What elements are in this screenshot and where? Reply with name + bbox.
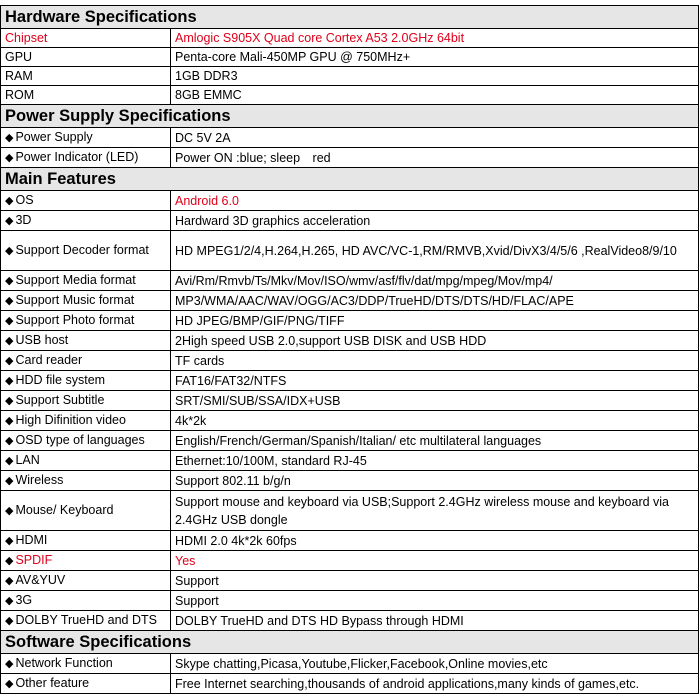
spec-label-cell — [1, 211, 171, 231]
spec-value: Android 6.0 — [171, 191, 699, 211]
spec-label-cell — [1, 191, 171, 211]
section-header — [1, 168, 699, 191]
spec-label-cell — [1, 231, 171, 271]
spec-label: Support Decoder format — [15, 243, 149, 257]
section-title: Power Supply Specifications — [1, 105, 699, 128]
spec-label-cell — [1, 271, 171, 291]
spec-value: Free Internet searching,thousands of android applications,many kinds of games,etc. — [171, 674, 699, 694]
spec-label: Other feature — [15, 676, 90, 690]
spec-value: Yes — [171, 551, 699, 571]
spec-label: USB host — [15, 333, 69, 347]
diamond-bullet-icon: ◆ — [5, 535, 14, 547]
spec-label-cell — [1, 148, 171, 168]
spec-label-cell — [1, 591, 171, 611]
diamond-bullet-icon: ◆ — [5, 555, 14, 567]
diamond-bullet-icon: ◆ — [5, 195, 14, 207]
spec-row — [1, 351, 699, 371]
spec-row — [1, 591, 699, 611]
spec-value: HDMI 2.0 4k*2k 60fps — [171, 531, 699, 551]
spec-row — [1, 291, 699, 311]
spec-row — [1, 471, 699, 491]
spec-label: ROM — [5, 88, 35, 102]
spec-value: Hardward 3D graphics acceleration — [171, 211, 699, 231]
spec-value: 4k*2k — [171, 411, 699, 431]
diamond-bullet-icon: ◆ — [5, 132, 14, 144]
diamond-bullet-icon: ◆ — [5, 315, 14, 327]
spec-row — [1, 491, 699, 531]
spec-row — [1, 331, 699, 351]
section-title: Main Features — [1, 168, 699, 191]
spec-row — [1, 411, 699, 431]
spec-row — [1, 191, 699, 211]
spec-label-cell — [1, 531, 171, 551]
spec-value: Support — [171, 571, 699, 591]
spec-value: MP3/WMA/AAC/WAV/OGG/AC3/DDP/TrueHD/DTS/DTS/HD/FLAC/APE — [171, 291, 699, 311]
spec-value: Penta-core Mali-450MP GPU @ 750MHz+ — [171, 48, 699, 67]
spec-label-cell — [1, 67, 171, 86]
spec-label-cell — [1, 654, 171, 674]
diamond-bullet-icon: ◆ — [5, 615, 14, 627]
spec-row — [1, 654, 699, 674]
spec-value: DOLBY TrueHD and DTS HD Bypass through HDMI — [171, 611, 699, 631]
spec-row — [1, 128, 699, 148]
spec-label: RAM — [5, 69, 33, 83]
spec-row — [1, 611, 699, 631]
section-header — [1, 6, 699, 29]
spec-value: Support 802.11 b/g/n — [171, 471, 699, 491]
spec-label-cell — [1, 471, 171, 491]
spec-label: HDD file system — [15, 373, 106, 387]
spec-label: LAN — [15, 453, 40, 467]
spec-value: Ethernet:10/100M, standard RJ-45 — [171, 451, 699, 471]
diamond-bullet-icon: ◆ — [5, 505, 14, 517]
spec-value: HD MPEG1/2/4,H.264,H.265, HD AVC/VC-1,RM/RMVB,Xvid/DivX3/4/5/6 ,RealVideo8/9/10 — [171, 231, 699, 271]
spec-value: 1GB DDR3 — [171, 67, 699, 86]
spec-label: Network Function — [15, 656, 113, 670]
spec-row — [1, 29, 699, 48]
diamond-bullet-icon: ◆ — [5, 678, 14, 690]
spec-label-cell — [1, 551, 171, 571]
spec-label: Mouse/ Keyboard — [15, 503, 114, 517]
diamond-bullet-icon: ◆ — [5, 215, 14, 227]
diamond-bullet-icon: ◆ — [5, 475, 14, 487]
spec-table-body — [1, 6, 699, 694]
spec-row — [1, 391, 699, 411]
spec-row — [1, 48, 699, 67]
spec-label: High Difinition video — [15, 413, 126, 427]
section-title: Hardware Specifications — [1, 6, 699, 29]
spec-value: Support — [171, 591, 699, 611]
spec-table — [0, 5, 699, 694]
spec-label: OSD type of languages — [15, 433, 145, 447]
spec-label: Power Indicator (LED) — [15, 150, 139, 164]
spec-value: SRT/SMI/SUB/SSA/IDX+USB — [171, 391, 699, 411]
diamond-bullet-icon: ◆ — [5, 658, 14, 670]
spec-label: Wireless — [15, 473, 64, 487]
diamond-bullet-icon: ◆ — [5, 595, 14, 607]
spec-value: Power ON :blue; sleep red — [171, 148, 699, 168]
spec-value: HD JPEG/BMP/GIF/PNG/TIFF — [171, 311, 699, 331]
spec-row — [1, 551, 699, 571]
spec-row — [1, 148, 699, 168]
diamond-bullet-icon: ◆ — [5, 335, 14, 347]
spec-row — [1, 67, 699, 86]
spec-label-cell — [1, 351, 171, 371]
spec-label-cell — [1, 291, 171, 311]
spec-label-cell — [1, 451, 171, 471]
spec-row — [1, 311, 699, 331]
spec-row — [1, 451, 699, 471]
spec-label-cell — [1, 86, 171, 105]
spec-row — [1, 674, 699, 694]
spec-label: Support Subtitle — [15, 393, 105, 407]
spec-value: DC 5V 2A — [171, 128, 699, 148]
spec-label-cell — [1, 431, 171, 451]
diamond-bullet-icon: ◆ — [5, 245, 14, 257]
diamond-bullet-icon: ◆ — [5, 395, 14, 407]
spec-value: Support mouse and keyboard via USB;Support 2.4GHz wireless mouse and keyboard via 2.4GHz USB dongle — [171, 491, 699, 531]
diamond-bullet-icon: ◆ — [5, 295, 14, 307]
spec-row — [1, 431, 699, 451]
spec-row — [1, 211, 699, 231]
diamond-bullet-icon: ◆ — [5, 415, 14, 427]
spec-row — [1, 371, 699, 391]
spec-label: Support Photo format — [15, 313, 135, 327]
spec-label-cell — [1, 331, 171, 351]
spec-row — [1, 531, 699, 551]
spec-label: Support Music format — [15, 293, 135, 307]
diamond-bullet-icon: ◆ — [5, 275, 14, 287]
spec-value: Skype chatting,Picasa,Youtube,Flicker,Facebook,Online movies,etc — [171, 654, 699, 674]
spec-label-cell — [1, 571, 171, 591]
spec-row — [1, 231, 699, 271]
spec-label: 3D — [15, 213, 32, 227]
spec-label-cell — [1, 411, 171, 431]
spec-label: Power Supply — [15, 130, 93, 144]
spec-label: GPU — [5, 50, 33, 64]
spec-label: DOLBY TrueHD and DTS — [15, 613, 157, 627]
spec-value: Amlogic S905X Quad core Cortex A53 2.0GHz 64bit — [171, 29, 699, 48]
spec-label: SPDIF — [15, 553, 53, 567]
spec-value: 8GB EMMC — [171, 86, 699, 105]
spec-label: Support Media format — [15, 273, 136, 287]
diamond-bullet-icon: ◆ — [5, 435, 14, 447]
spec-value: English/French/German/Spanish/Italian/ etc multilateral languages — [171, 431, 699, 451]
spec-label-cell — [1, 311, 171, 331]
spec-label: Card reader — [15, 353, 83, 367]
spec-row — [1, 571, 699, 591]
section-header — [1, 105, 699, 128]
spec-value: 2High speed USB 2.0,support USB DISK and USB HDD — [171, 331, 699, 351]
section-header — [1, 631, 699, 654]
spec-row — [1, 271, 699, 291]
spec-label: AV&YUV — [15, 573, 66, 587]
spec-label: HDMI — [15, 533, 48, 547]
diamond-bullet-icon: ◆ — [5, 355, 14, 367]
section-title: Software Specifications — [1, 631, 699, 654]
spec-row — [1, 86, 699, 105]
spec-label-cell — [1, 611, 171, 631]
spec-label-cell — [1, 491, 171, 531]
spec-label-cell — [1, 128, 171, 148]
spec-label: OS — [15, 193, 34, 207]
diamond-bullet-icon: ◆ — [5, 375, 14, 387]
spec-label-cell — [1, 48, 171, 67]
spec-value: Avi/Rm/Rmvb/Ts/Mkv/Mov/ISO/wmv/asf/flv/dat/mpg/mpeg/Mov/mp4/ — [171, 271, 699, 291]
spec-value: TF cards — [171, 351, 699, 371]
spec-label-cell — [1, 29, 171, 48]
spec-label: Chipset — [5, 31, 48, 45]
spec-label-cell — [1, 391, 171, 411]
diamond-bullet-icon: ◆ — [5, 455, 14, 467]
spec-label: 3G — [15, 593, 33, 607]
spec-label-cell — [1, 371, 171, 391]
diamond-bullet-icon: ◆ — [5, 152, 14, 164]
spec-label-cell — [1, 674, 171, 694]
spec-value: FAT16/FAT32/NTFS — [171, 371, 699, 391]
diamond-bullet-icon: ◆ — [5, 575, 14, 587]
